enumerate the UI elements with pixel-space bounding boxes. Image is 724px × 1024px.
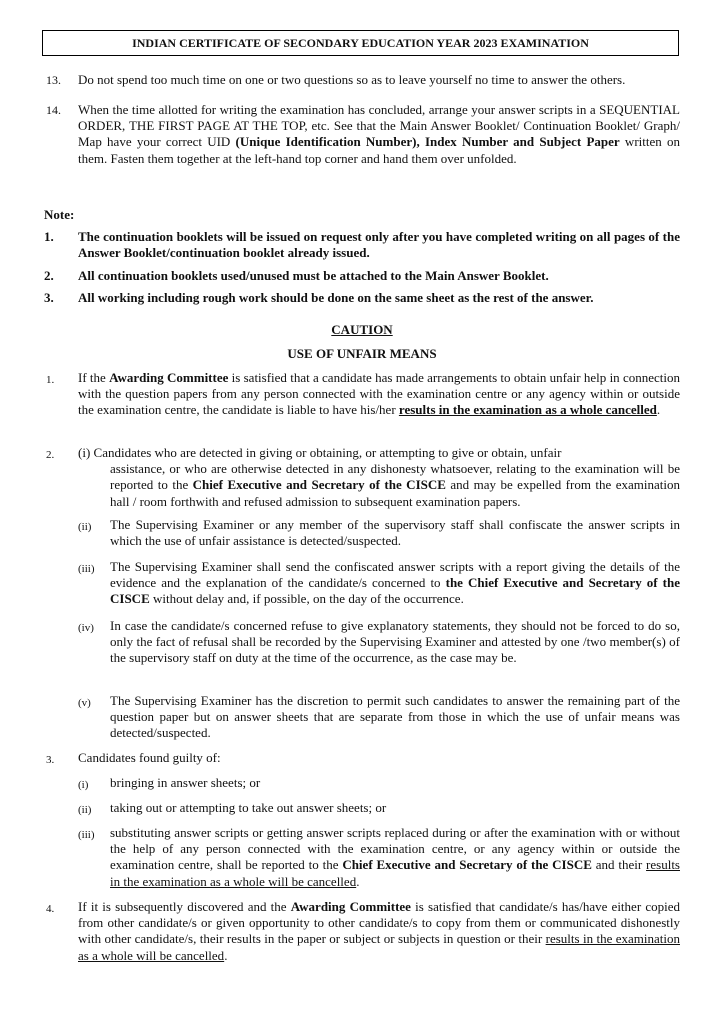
- caution-3-number: 3.: [46, 754, 55, 766]
- item-13-number: 13.: [46, 73, 61, 87]
- caution-1-number: 1.: [46, 374, 55, 386]
- caution-2-iv-text: In case the candidate/s concerned refuse to give explanatory statements, they should not be forced to do so, only the fact of refusal shall be recorded by the Supervising Examiner and attested by one /two member(s) of the supervisory staff on duty at the time of the occurrence, as the case may be.: [110, 618, 680, 666]
- caution-3-i-number: (i): [78, 779, 89, 791]
- caution-2-ii-number: (ii): [78, 521, 92, 533]
- exam-header: INDIAN CERTIFICATE OF SECONDARY EDUCATION YEAR 2023 EXAMINATION: [42, 30, 679, 56]
- item-13-text: Do not spend too much time on one or two questions so as to leave yourself no time to answer the others.: [78, 72, 626, 87]
- note-label: Note:: [44, 207, 75, 222]
- note-3-number: 3.: [44, 290, 54, 305]
- caution-2-ii-text: The Supervising Examiner or any member of the supervisory staff shall confiscate the answer scripts in which the use of unfair assistance is detected/suspected.: [110, 517, 680, 549]
- caution-1-text: If the Awarding Committee is satisfied that a candidate has made arrangements to obtain unfair help in connection with the question papers from any person connected with the examination centre or any agency within or outside the examination centre, the candidate is liable to have his/her results in the examination as a whole cancelled.: [78, 370, 680, 418]
- item-14-number: 14.: [46, 103, 61, 117]
- caution-2-iii-text: The Supervising Examiner shall send the confiscated answer scripts with a report giving the details of the evidence and the explanation of the candidate/s concerned to the Chief Executive and Secretary of the CISCE without delay and, if possible, on the day of the occurrence.: [110, 559, 680, 607]
- caution-2-iv-number: (iv): [78, 622, 94, 634]
- caution-3-ii-text: taking out or attempting to take out answer sheets; or: [110, 800, 387, 815]
- note-3-text: All working including rough work should be done on the same sheet as the rest of the answer.: [78, 290, 594, 305]
- caution-3-iii-number: (iii): [78, 829, 95, 841]
- caution-3-ii-number: (ii): [78, 804, 92, 816]
- note-1-number: 1.: [44, 229, 54, 244]
- caution-2-v-text: The Supervising Examiner has the discretion to permit such candidates to answer the remaining part of the question paper but on answer sheets that are separate from those in which the use of unfair means was detected/suspected.: [110, 693, 680, 741]
- caution-3-iii-text: substituting answer scripts or getting answer scripts replaced during or after the examination with or without the help of any person connected with the examination centre, or any agency within or outside the examination centre, shall be reported to the Chief Executive and Secretary of the CISCE and their results in the examination as a whole will be cancelled.: [110, 825, 680, 889]
- note-2-text: All continuation booklets used/unused must be attached to the Main Answer Booklet.: [78, 268, 549, 283]
- note-2-number: 2.: [44, 268, 54, 283]
- caution-3-intro: Candidates found guilty of:: [78, 750, 221, 765]
- caution-4-text: If it is subsequently discovered and the Awarding Committee is satisfied that candidate/s has/have either copied from other candidate/s or given opportunity to other candidate/s to copy from them or communicated dishonestly with other candidate/s, their results in the paper or subject or subjects in question or their results in the examination as a whole will be cancelled.: [78, 899, 680, 963]
- caution-2-number: 2.: [46, 449, 55, 461]
- caution-2-v-number: (v): [78, 697, 91, 709]
- caution-title: CAUTION: [331, 322, 393, 337]
- caution-2-iii-number: (iii): [78, 563, 95, 575]
- caution-2-i: (i) Candidates who are detected in giving or obtaining, or attempting to give or obtain, unfair assistance, or who are otherwise detected in any dishonesty whatsoever, relating to the examination will be reported to the Chief Executive and Secretary of the CISCE and may be expelled from the examination hall / room forthwith and refused admission to subsequent examination papers.: [78, 445, 680, 509]
- caution-subtitle: USE OF UNFAIR MEANS: [287, 346, 437, 361]
- note-1-text: The continuation booklets will be issued on request only after you have completed writing on all pages of the Answer Booklet/continuation booklet already issued.: [78, 229, 680, 261]
- caution-3-i-text: bringing in answer sheets; or: [110, 775, 261, 790]
- caution-4-number: 4.: [46, 903, 55, 915]
- item-14-text: When the time allotted for writing the examination has concluded, arrange your answer scripts in a SEQUENTIAL ORDER, THE FIRST PAGE AT THE TOP, etc. See that the Main Answer Booklet/ Continuation Booklet/ Graph/ Map have your correct UID (Unique Identification Number), Index Number and Subject Paper written on them. Fasten them together at the left-hand top corner and hand them over unfolded.: [78, 102, 680, 166]
